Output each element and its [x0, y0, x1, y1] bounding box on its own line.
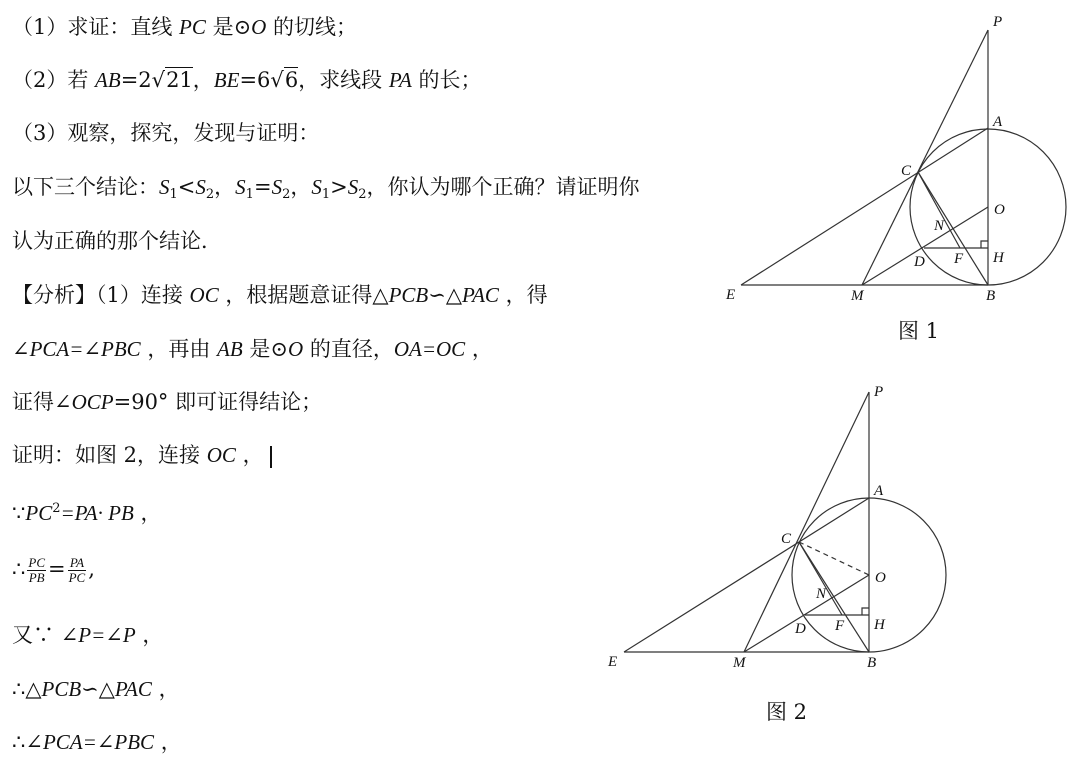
proof-line-5: ∴△PCB∽△PAC ， [12, 677, 180, 701]
label-f-fig1: F [954, 251, 964, 267]
fraction-pa-pc: $\frac{PA}{PC}$ [68, 555, 86, 585]
label-c-fig2: C [781, 531, 792, 547]
line-cf-fig2 [799, 542, 842, 615]
label-c-fig1: C [901, 163, 912, 179]
label-e-fig2: E [608, 654, 618, 670]
label-a-fig1: A [993, 114, 1003, 130]
label-m-fig2: M [733, 655, 746, 671]
fraction-pc-pb: $\frac{PC}{PB}$ [28, 555, 45, 585]
analysis-line-3: 证得∠OCP=90° 即可证得结论； [12, 390, 323, 414]
label-n-fig2: N [816, 586, 827, 602]
label-n-fig1: N [934, 218, 945, 234]
proof-line-6: ∴∠PCA=∠PBC ， [12, 730, 182, 754]
label-p-fig1: P [993, 14, 1003, 30]
label-d-fig2: D [795, 621, 806, 637]
proof-line-4: 又∵ ∠P=∠P ， [12, 623, 164, 647]
label-e-fig1: E [726, 287, 736, 303]
label-d-fig1: D [914, 254, 925, 270]
label-h-fig2: H [874, 617, 885, 633]
line-ea-fig2 [624, 498, 869, 652]
figure-1-caption: 图 1 [898, 319, 940, 343]
label-b-fig2: B [867, 655, 877, 671]
label-a-fig2: A [874, 483, 884, 499]
label-h-fig1: H [993, 250, 1004, 266]
figure-2-caption: 图 2 [766, 700, 808, 724]
label-f-fig2: F [835, 618, 845, 634]
right-angle-h-fig2 [862, 608, 869, 615]
conclusions-line-1: 以下三个结论：$S_1<S_2$，$S_1=S_2$，$S_1>S_2$，你认为哪个正确？请证明你 [12, 175, 640, 202]
label-m-fig1: M [851, 288, 864, 304]
label-p-fig2: P [874, 384, 884, 400]
label-b-fig1: B [986, 288, 996, 304]
analysis-line-1: 【分析】（1）连接 OC ，根据题意证得△PCB∽△PAC ，得 [12, 283, 548, 307]
proof-line-2: $\because PC^2=PA\cdot$ PB ， [12, 501, 162, 525]
conclusions-line-2: 认为正确的那个结论． [12, 229, 222, 253]
proof-line-3: ∴ $\frac{PC}{PB}$ = $\frac{PA}{PC}$ , [12, 555, 95, 585]
label-o-fig2: O [875, 570, 886, 586]
proof-line-1: 证明：如图 2，连接 OC ， [12, 440, 272, 470]
question-2: （2）若 AB=2√21，BE=6√6，求线段 PA 的长； [12, 68, 482, 92]
question-1: （1）求证：直线 PC 是⊙O 的切线； [12, 15, 358, 39]
analysis-line-2: ∠PCA=∠PBC ，再由 AB 是⊙O 的直径，OA=OC ， [12, 337, 493, 361]
question-3: （3）观察，探究，发现与证明： [12, 121, 320, 145]
label-o-fig1: O [994, 202, 1005, 218]
